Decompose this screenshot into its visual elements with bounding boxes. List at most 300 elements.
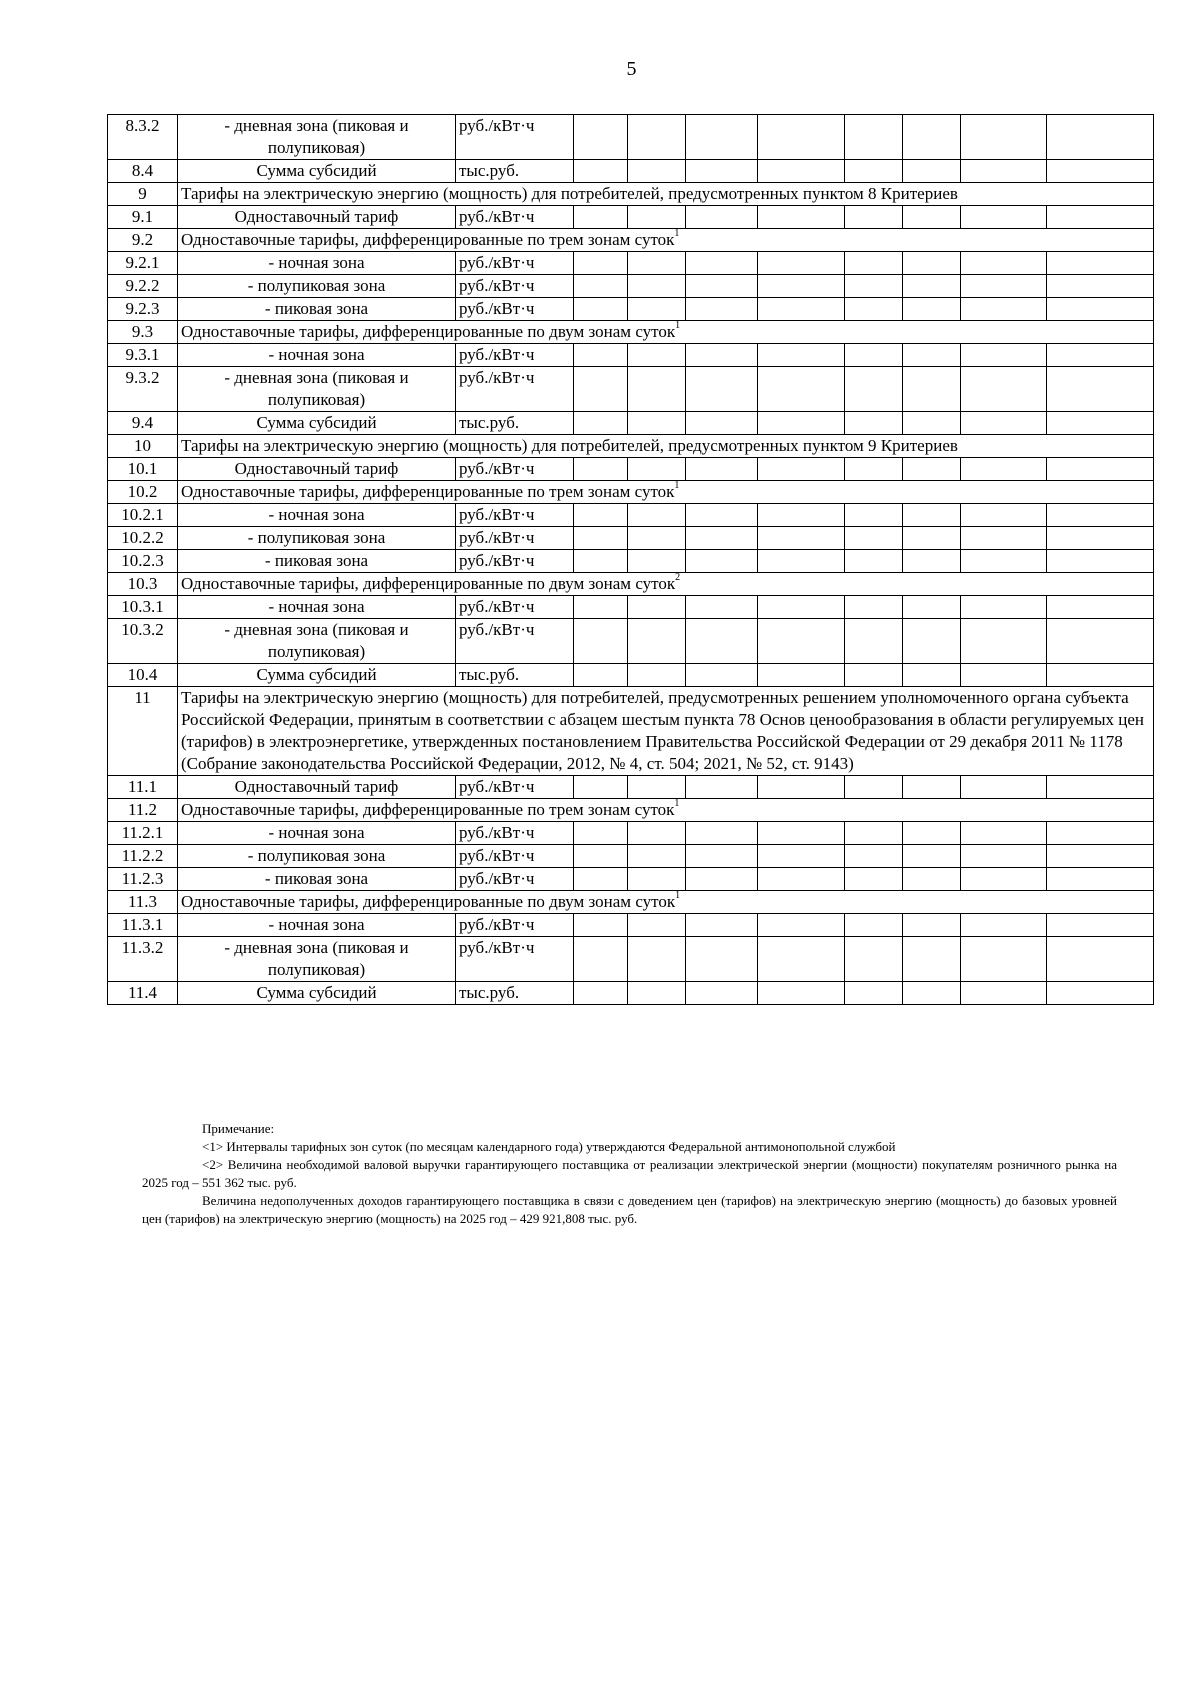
row-unit: руб./кВт·ч <box>456 504 574 527</box>
value-cell <box>903 982 961 1005</box>
value-cell <box>845 664 903 687</box>
section-row <box>108 573 1154 596</box>
value-cell <box>628 550 686 573</box>
row-unit: руб./кВт·ч <box>456 550 574 573</box>
value-cell <box>758 845 845 868</box>
value-cell <box>903 868 961 891</box>
value-cell <box>686 458 758 481</box>
value-cell <box>845 527 903 550</box>
value-cell <box>628 344 686 367</box>
value-cell <box>961 412 1047 435</box>
value-cell <box>628 367 686 412</box>
value-cell <box>686 252 758 275</box>
value-cell <box>758 596 845 619</box>
value-cell <box>1047 914 1154 937</box>
row-number: 9.2 <box>108 229 178 252</box>
footnote-ref: 1 <box>674 228 680 239</box>
row-name: - полупиковая зона <box>178 275 456 298</box>
value-cell <box>574 845 628 868</box>
value-cell <box>845 206 903 229</box>
note-3: Величина недополученных доходов гарантирующего поставщика в связи с доведением цен (тарифов) на электрическую энергию (мощность) до базовых уровней цен (тарифов) на электрическую энергию (мощность) на 2025 год – 429 921,808 тыс. руб. <box>142 1193 1117 1226</box>
note-1: <1> Интервалы тарифных зон суток (по месяцам календарного года) утверждаются Федеральной антимонопольной службой <box>202 1139 896 1154</box>
value-cell <box>961 504 1047 527</box>
value-cell <box>961 937 1047 982</box>
value-cell <box>961 367 1047 412</box>
value-cell <box>845 550 903 573</box>
section-title-text: Тарифы на электрическую энергию (мощность) для потребителей, предусмотренных пунктом 9 Критериев <box>181 436 958 455</box>
row-name: - ночная зона <box>178 822 456 845</box>
table-row <box>108 914 1154 937</box>
value-cell <box>628 937 686 982</box>
section-title-text: Одноставочные тарифы, дифференцированные по трем зонам суток <box>181 482 675 501</box>
value-cell <box>903 115 961 160</box>
table-row <box>108 550 1154 573</box>
row-number: 11.2.1 <box>108 822 178 845</box>
value-cell <box>845 596 903 619</box>
table-row <box>108 845 1154 868</box>
row-number: 10.3 <box>108 573 178 596</box>
value-cell <box>758 367 845 412</box>
value-cell <box>961 275 1047 298</box>
row-number: 10.3.2 <box>108 619 178 664</box>
table-row <box>108 776 1154 799</box>
value-cell <box>758 252 845 275</box>
section-row <box>108 891 1154 914</box>
value-cell <box>574 937 628 982</box>
row-unit: руб./кВт·ч <box>456 822 574 845</box>
value-cell <box>903 504 961 527</box>
row-number: 9.2.1 <box>108 252 178 275</box>
section-row <box>108 687 1154 776</box>
table-row <box>108 206 1154 229</box>
value-cell <box>1047 504 1154 527</box>
row-unit: руб./кВт·ч <box>456 845 574 868</box>
footnote-ref: 2 <box>675 572 681 583</box>
value-cell <box>686 504 758 527</box>
value-cell <box>758 619 845 664</box>
value-cell <box>758 982 845 1005</box>
row-name: - дневная зона (пиковая и полупиковая) <box>178 937 456 982</box>
value-cell <box>1047 664 1154 687</box>
row-unit: тыс.руб. <box>456 412 574 435</box>
value-cell <box>574 344 628 367</box>
value-cell <box>961 845 1047 868</box>
value-cell <box>574 298 628 321</box>
value-cell <box>686 367 758 412</box>
value-cell <box>574 822 628 845</box>
row-name: Одноставочный тариф <box>178 776 456 799</box>
row-unit: руб./кВт·ч <box>456 619 574 664</box>
value-cell <box>628 252 686 275</box>
row-unit: руб./кВт·ч <box>456 115 574 160</box>
row-number: 11.3 <box>108 891 178 914</box>
value-cell <box>758 776 845 799</box>
section-title-text: Одноставочные тарифы, дифференцированные по трем зонам суток <box>181 230 675 249</box>
value-cell <box>961 298 1047 321</box>
row-unit: руб./кВт·ч <box>456 937 574 982</box>
value-cell <box>961 596 1047 619</box>
value-cell <box>686 550 758 573</box>
value-cell <box>903 527 961 550</box>
value-cell <box>628 527 686 550</box>
value-cell <box>903 344 961 367</box>
value-cell <box>903 776 961 799</box>
row-name: - дневная зона (пиковая и полупиковая) <box>178 619 456 664</box>
row-number: 10 <box>108 435 178 458</box>
value-cell <box>686 275 758 298</box>
value-cell <box>758 115 845 160</box>
value-cell <box>1047 619 1154 664</box>
value-cell <box>686 982 758 1005</box>
value-cell <box>628 458 686 481</box>
section-row <box>108 183 1154 206</box>
value-cell <box>903 845 961 868</box>
table-row <box>108 458 1154 481</box>
value-cell <box>758 527 845 550</box>
row-number: 8.3.2 <box>108 115 178 160</box>
row-unit: руб./кВт·ч <box>456 344 574 367</box>
value-cell <box>686 412 758 435</box>
row-unit: руб./кВт·ч <box>456 275 574 298</box>
value-cell <box>574 412 628 435</box>
table-row <box>108 412 1154 435</box>
value-cell <box>845 115 903 160</box>
value-cell <box>903 596 961 619</box>
row-name: Одноставочный тариф <box>178 206 456 229</box>
table-row <box>108 868 1154 891</box>
row-name: - дневная зона (пиковая и полупиковая) <box>178 115 456 160</box>
value-cell <box>961 252 1047 275</box>
row-number: 10.2.1 <box>108 504 178 527</box>
section-title <box>178 183 1154 206</box>
notes-block <box>142 1120 1117 1228</box>
value-cell <box>1047 115 1154 160</box>
row-unit: руб./кВт·ч <box>456 914 574 937</box>
value-cell <box>845 776 903 799</box>
tariff-table-body <box>108 115 1154 1005</box>
value-cell <box>903 275 961 298</box>
value-cell <box>574 367 628 412</box>
value-cell <box>574 982 628 1005</box>
value-cell <box>574 115 628 160</box>
value-cell <box>903 937 961 982</box>
value-cell <box>628 619 686 664</box>
section-title-text: Одноставочные тарифы, дифференцированные по трем зонам суток <box>181 800 675 819</box>
value-cell <box>574 160 628 183</box>
value-cell <box>574 252 628 275</box>
row-name: - ночная зона <box>178 914 456 937</box>
value-cell <box>686 845 758 868</box>
value-cell <box>961 458 1047 481</box>
value-cell <box>845 822 903 845</box>
row-number: 11.3.2 <box>108 937 178 982</box>
value-cell <box>1047 412 1154 435</box>
footnote-ref: 1 <box>674 798 680 809</box>
value-cell <box>961 982 1047 1005</box>
value-cell <box>903 206 961 229</box>
row-number: 10.2.2 <box>108 527 178 550</box>
row-name: - пиковая зона <box>178 550 456 573</box>
value-cell <box>758 822 845 845</box>
row-number: 11.3.1 <box>108 914 178 937</box>
value-cell <box>686 914 758 937</box>
value-cell <box>686 160 758 183</box>
value-cell <box>961 822 1047 845</box>
row-name: Сумма субсидий <box>178 982 456 1005</box>
value-cell <box>845 458 903 481</box>
value-cell <box>845 344 903 367</box>
table-row <box>108 822 1154 845</box>
value-cell <box>574 776 628 799</box>
row-number: 9.2.3 <box>108 298 178 321</box>
row-name: - пиковая зона <box>178 298 456 321</box>
row-number: 8.4 <box>108 160 178 183</box>
value-cell <box>574 664 628 687</box>
value-cell <box>1047 160 1154 183</box>
row-number: 9.3 <box>108 321 178 344</box>
value-cell <box>845 252 903 275</box>
value-cell <box>961 914 1047 937</box>
table-row <box>108 504 1154 527</box>
value-cell <box>628 160 686 183</box>
section-title <box>178 687 1154 776</box>
value-cell <box>1047 298 1154 321</box>
value-cell <box>686 115 758 160</box>
section-title-text: Тарифы на электрическую энергию (мощность) для потребителей, предусмотренных пунктом 8 Критериев <box>181 184 958 203</box>
value-cell <box>686 822 758 845</box>
value-cell <box>903 458 961 481</box>
value-cell <box>758 275 845 298</box>
value-cell <box>628 982 686 1005</box>
row-unit: тыс.руб. <box>456 160 574 183</box>
row-name: - полупиковая зона <box>178 527 456 550</box>
value-cell <box>845 275 903 298</box>
value-cell <box>961 206 1047 229</box>
value-cell <box>903 914 961 937</box>
value-cell <box>628 115 686 160</box>
row-name: Одноставочный тариф <box>178 458 456 481</box>
value-cell <box>628 206 686 229</box>
row-unit: тыс.руб. <box>456 664 574 687</box>
value-cell <box>903 550 961 573</box>
row-number: 11 <box>108 687 178 776</box>
row-number: 11.2.3 <box>108 868 178 891</box>
value-cell <box>1047 776 1154 799</box>
value-cell <box>845 868 903 891</box>
row-name: - ночная зона <box>178 344 456 367</box>
value-cell <box>686 619 758 664</box>
section-row <box>108 321 1154 344</box>
table-row <box>108 275 1154 298</box>
row-number: 9.4 <box>108 412 178 435</box>
value-cell <box>758 937 845 982</box>
value-cell <box>1047 822 1154 845</box>
value-cell <box>628 275 686 298</box>
row-name: - пиковая зона <box>178 868 456 891</box>
value-cell <box>628 868 686 891</box>
value-cell <box>961 160 1047 183</box>
row-number: 10.2.3 <box>108 550 178 573</box>
value-cell <box>903 298 961 321</box>
table-row <box>108 596 1154 619</box>
row-unit: руб./кВт·ч <box>456 298 574 321</box>
value-cell <box>1047 252 1154 275</box>
value-cell <box>686 868 758 891</box>
footnote-ref: 1 <box>674 480 680 491</box>
value-cell <box>574 619 628 664</box>
value-cell <box>574 527 628 550</box>
row-name: Сумма субсидий <box>178 412 456 435</box>
value-cell <box>574 458 628 481</box>
section-title <box>178 435 1154 458</box>
row-number: 10.1 <box>108 458 178 481</box>
value-cell <box>903 160 961 183</box>
value-cell <box>961 868 1047 891</box>
value-cell <box>574 275 628 298</box>
value-cell <box>1047 550 1154 573</box>
section-title <box>178 481 1154 504</box>
value-cell <box>574 504 628 527</box>
row-number: 10.4 <box>108 664 178 687</box>
value-cell <box>628 845 686 868</box>
value-cell <box>961 344 1047 367</box>
value-cell <box>903 664 961 687</box>
row-name: Сумма субсидий <box>178 664 456 687</box>
section-row <box>108 229 1154 252</box>
table-row <box>108 344 1154 367</box>
row-unit: руб./кВт·ч <box>456 367 574 412</box>
value-cell <box>758 206 845 229</box>
value-cell <box>628 596 686 619</box>
value-cell <box>628 822 686 845</box>
section-title-text: Одноставочные тарифы, дифференцированные по двум зонам суток <box>181 892 676 911</box>
table-row <box>108 982 1154 1005</box>
row-unit: руб./кВт·ч <box>456 206 574 229</box>
value-cell <box>758 298 845 321</box>
value-cell <box>628 298 686 321</box>
value-cell <box>574 596 628 619</box>
row-number: 11.2.2 <box>108 845 178 868</box>
section-title <box>178 229 1154 252</box>
value-cell <box>686 206 758 229</box>
row-number: 9 <box>108 183 178 206</box>
value-cell <box>574 914 628 937</box>
value-cell <box>758 868 845 891</box>
row-unit: руб./кВт·ч <box>456 458 574 481</box>
table-row <box>108 298 1154 321</box>
value-cell <box>1047 845 1154 868</box>
table-row <box>108 115 1154 160</box>
section-title-text: Одноставочные тарифы, дифференцированные по двум зонам суток <box>181 322 676 341</box>
row-number: 11.2 <box>108 799 178 822</box>
value-cell <box>1047 982 1154 1005</box>
row-number: 11.4 <box>108 982 178 1005</box>
table-row <box>108 252 1154 275</box>
section-title <box>178 321 1154 344</box>
value-cell <box>845 412 903 435</box>
value-cell <box>758 160 845 183</box>
table-row <box>108 527 1154 550</box>
value-cell <box>1047 206 1154 229</box>
row-name: - дневная зона (пиковая и полупиковая) <box>178 367 456 412</box>
value-cell <box>686 664 758 687</box>
value-cell <box>1047 527 1154 550</box>
row-unit: руб./кВт·ч <box>456 596 574 619</box>
value-cell <box>1047 937 1154 982</box>
value-cell <box>574 868 628 891</box>
value-cell <box>1047 344 1154 367</box>
row-unit: тыс.руб. <box>456 982 574 1005</box>
row-number: 10.2 <box>108 481 178 504</box>
value-cell <box>845 845 903 868</box>
value-cell <box>628 776 686 799</box>
value-cell <box>845 619 903 664</box>
value-cell <box>845 160 903 183</box>
value-cell <box>686 298 758 321</box>
section-row <box>108 799 1154 822</box>
section-title <box>178 573 1154 596</box>
footnote-ref: 1 <box>675 320 681 331</box>
value-cell <box>1047 458 1154 481</box>
tariff-table <box>107 114 1154 1005</box>
row-number: 11.1 <box>108 776 178 799</box>
row-number: 10.3.1 <box>108 596 178 619</box>
value-cell <box>628 504 686 527</box>
value-cell <box>686 937 758 982</box>
row-number: 9.2.2 <box>108 275 178 298</box>
value-cell <box>1047 367 1154 412</box>
value-cell <box>845 367 903 412</box>
value-cell <box>758 664 845 687</box>
section-title <box>178 891 1154 914</box>
section-title-text: Тарифы на электрическую энергию (мощность) для потребителей, предусмотренных решением уполномоченного органа субъекта Российской Федерации, принятым в соответствии с абзацем шестым пункта 78 Основ ценообразования в области регулируемых цен (тарифов) в электроэнергетике, утвержденных постановлением Правительства Российской Федерации от 29 декабря 2011 № 1178 (Собрание законодательства Российской Федерации, 2012, № 4, ст. 504; 2021, № 52, ст. 9143) <box>181 688 1144 773</box>
value-cell <box>961 550 1047 573</box>
row-number: 9.3.2 <box>108 367 178 412</box>
footnote-ref: 1 <box>675 890 681 901</box>
section-row <box>108 435 1154 458</box>
value-cell <box>686 776 758 799</box>
table-row <box>108 160 1154 183</box>
value-cell <box>903 367 961 412</box>
value-cell <box>845 914 903 937</box>
value-cell <box>1047 868 1154 891</box>
value-cell <box>574 550 628 573</box>
value-cell <box>574 206 628 229</box>
value-cell <box>758 344 845 367</box>
value-cell <box>758 914 845 937</box>
page-number: 5 <box>626 58 637 80</box>
value-cell <box>961 664 1047 687</box>
value-cell <box>845 982 903 1005</box>
value-cell <box>686 596 758 619</box>
value-cell <box>1047 596 1154 619</box>
table-row <box>108 367 1154 412</box>
row-unit: руб./кВт·ч <box>456 776 574 799</box>
row-name: Сумма субсидий <box>178 160 456 183</box>
row-unit: руб./кВт·ч <box>456 527 574 550</box>
row-name: - ночная зона <box>178 596 456 619</box>
value-cell <box>961 776 1047 799</box>
value-cell <box>961 527 1047 550</box>
value-cell <box>628 412 686 435</box>
value-cell <box>903 252 961 275</box>
value-cell <box>628 914 686 937</box>
value-cell <box>758 504 845 527</box>
value-cell <box>903 619 961 664</box>
row-name: - ночная зона <box>178 252 456 275</box>
row-number: 9.3.1 <box>108 344 178 367</box>
row-number: 9.1 <box>108 206 178 229</box>
